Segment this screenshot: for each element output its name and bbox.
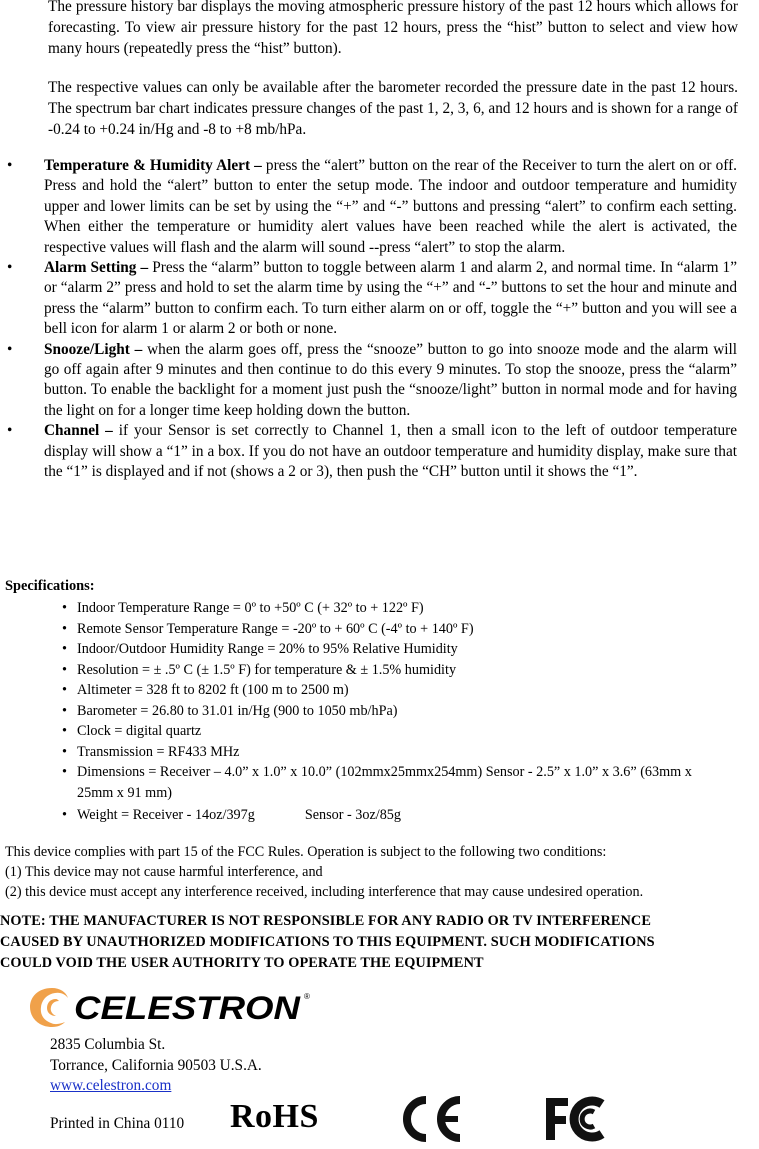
spec-item [62,639,742,660]
bullet-icon: • [62,641,67,657]
spec-item [62,598,742,619]
spec-text: Transmission = RF433 MHz [77,743,240,760]
feature-text: if your Sensor is set correctly to Channel 1, then a small icon to the left of outdoor temperature display will show a “1” in a box. If you do not have an outdoor temperature and humidity display, make sure that the “1” is displayed and if not (shows a 2 or 3), then push the “CH” button until it shows the “1”. [44,422,737,481]
bullet-icon: • [62,682,67,698]
ce-mark-text: CE [396,1096,398,1097]
registered-mark: ® [304,992,310,1001]
bullet-icon: • [7,422,13,440]
feature-title: Temperature & Humidity Alert – [44,157,262,174]
fcc-mark-text: FC [542,1094,544,1095]
feature-title: Snooze/Light – [44,340,143,358]
bullet-icon: • [62,723,67,739]
note-line-3: COULD VOID THE USER AUTHORITY TO OPERATE THE EQUIPMENT [0,955,484,971]
ce-mark-icon [396,1096,466,1142]
spec-item [62,721,742,742]
website-link[interactable]: www.celestron.com [50,1077,172,1094]
bullet-icon: • [7,157,13,174]
bullet-icon: • [62,702,67,719]
bullet-icon: • [62,600,67,616]
spec-item [62,660,742,681]
pressure-history-paragraph: The pressure history bar displays the moving atmospheric pressure history of the past 12 hours which allows for forecasting. To view air pressure history for the past 12 hours, press the “hist” button to select and view how many hours (repeatedly press the “hist” button). [48,0,738,58]
note-line-2: CAUSED BY UNAUTHORIZED MODIFICATIONS TO THIS EQUIPMENT. SUCH MODIFICATIONS [0,934,655,950]
feature-snooze-light [7,340,737,422]
feature-text: press the “alert” button on the rear of the Receiver to turn the alert on or off. Press and hold the “alert” button to enter the setup mode. The indoor and outdoor temperature and humidity upper and lower limits can be set by using the “+” and “-” buttons and pressing “alert” to confirm each setting. When either the temperature or humidity alert values have been reached while the alert is activated, the respective values will flash and the alarm will sound --press “alert” to stop the alarm. [44,157,738,256]
feature-title: Alarm Setting – [44,259,149,277]
spec-weight-sensor: Sensor - 3oz/85g [304,807,401,823]
bullet-icon: • [62,743,67,760]
feature-text: when the alarm goes off, press the “snooze” button to go into snooze mode and the alarm will go off again after 9 minutes and then continue to do this every 9 minutes. To stop the snooze, press the “alarm” button. To enable the backlight for a moment just push the “snooze/light” button in normal mode and for having the light on for a longer time keep holding down the button. [44,340,737,419]
bullet-icon: • [62,764,67,780]
fcc-condition-1: (1) This device may not cause harmful interference, and [5,864,323,880]
spec-text: Dimensions = Receiver – 4.0” x 1.0” x 10.0” (102mmx25mmx254mm) Sensor - 2.5” x 1.0” x 3.6” (63mm x 25mm x 91 mm) [77,764,692,801]
logo-brand-text: CELESTRON [74,990,302,1026]
bullet-icon: • [62,661,67,678]
address-street: 2835 Columbia St. [50,1036,166,1053]
spec-text: Resolution = ± .5º C (± 1.5º F) for temperature & ± 1.5% humidity [77,661,457,678]
spec-text: Barometer = 26.80 to 31.01 in/Hg (900 to 1050 mb/hPa) [77,702,398,719]
feature-channel [7,421,737,482]
spectrum-paragraph: The respective values can only be available after the barometer recorded the pressure date in the past 12 hours. The spectrum bar chart indicates pressure changes of the past 1, 2, 3, 6, and 12 hours and is shown for a range of -0.24 to +0.24 in/Hg and -8 to +8 mb/hPa. [48,79,738,139]
printed-in-label: Printed in China 0110 [50,1115,185,1132]
logo-swoosh-icon [30,988,68,1027]
celestron-logo [28,985,318,1029]
fcc-mark-icon [542,1094,612,1144]
note-line-1: NOTE: THE MANUFACTURER IS NOT RESPONSIBLE FOR ANY RADIO OR TV INTERFERENCE [0,913,651,929]
spec-text: Remote Sensor Temperature Range = -20º to + 60º C (-4º to + 140º F) [77,620,474,637]
bullet-icon: • [62,807,67,823]
bullet-icon: • [7,259,13,277]
feature-alarm-setting [7,258,737,340]
rohs-mark: RoHS [230,1098,319,1135]
spec-item [62,619,742,640]
feature-temp-humidity-alert [7,156,737,258]
address-city: Torrance, California 90503 U.S.A. [50,1057,262,1074]
website-link-wrap [50,1075,171,1096]
specifications-list [62,598,742,826]
spec-item [62,742,742,763]
feature-text: Press the “alarm” button to toggle between alarm 1 and alarm 2, and normal time. In “alarm 1” or “alarm 2” press and hold to set the alarm time by using the “+” and “-” buttons to set the hour and minute and press the “alarm” button to confirm each. To turn either alarm on or off, toggle the “+” button and you will see a bell icon for alarm 1 or alarm 2 or both or none. [44,259,737,338]
spec-item-weight [62,805,742,826]
spec-text: Altimeter = 328 ft to 8202 ft (100 m to 2500 m) [77,682,349,698]
spec-text: Clock = digital quartz [77,723,202,739]
fcc-statement: This device complies with part 15 of the FCC Rules. Operation is subject to the following two conditions: [5,844,607,860]
bullet-icon: • [7,340,13,358]
feature-title: Channel – [44,422,113,440]
feature-list [7,156,737,483]
spec-item [62,680,742,701]
spec-item [62,762,717,803]
spec-item [62,701,742,722]
spec-weight-receiver: Weight = Receiver - 14oz/397g [77,807,255,823]
specifications-heading: Specifications: [5,578,95,594]
fcc-condition-2: (2) this device must accept any interference received, including interference that may cause undesired operation. [5,884,644,900]
spec-text: Indoor Temperature Range = 0º to +50º C (+ 32º to + 122º F) [77,600,424,616]
bullet-icon: • [62,620,67,637]
spec-text: Indoor/Outdoor Humidity Range = 20% to 95% Relative Humidity [77,641,458,657]
